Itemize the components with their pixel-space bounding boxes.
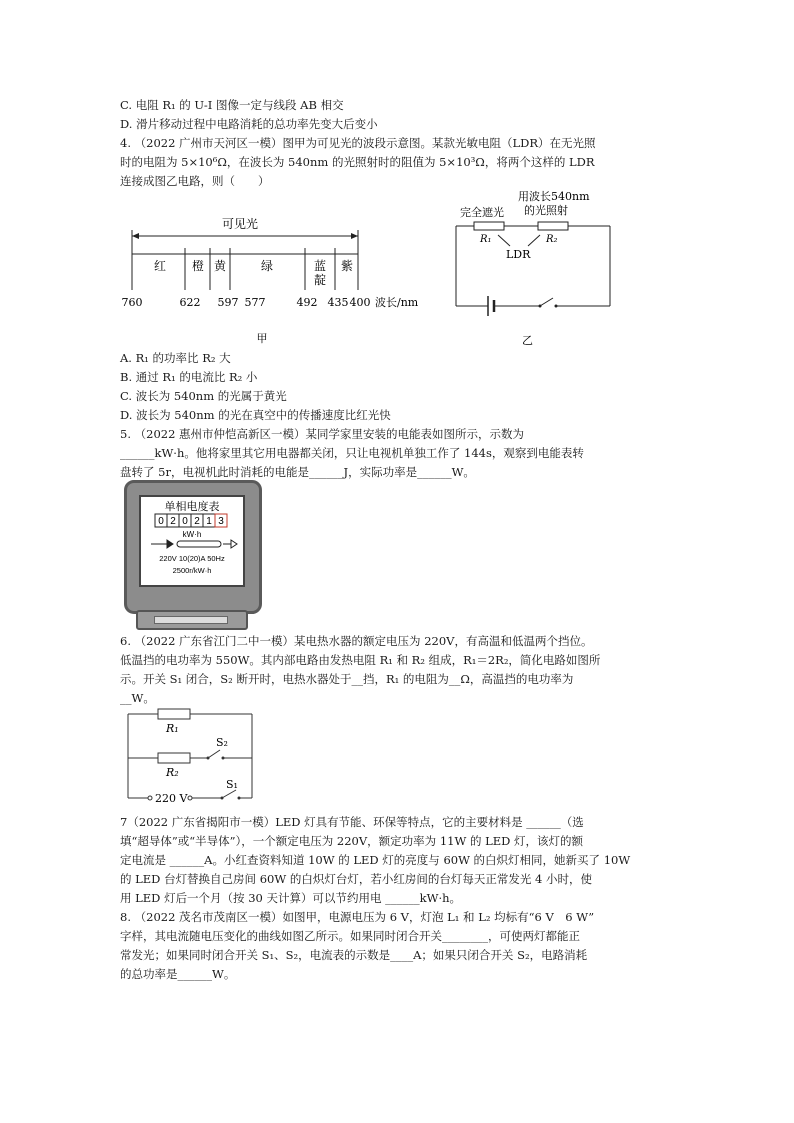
label-dark: 完全遮光 [460, 206, 504, 219]
band-yellow: 黄 [213, 259, 227, 273]
question-7-line-2: 填“超导体”或“半导体”），一个额定电压为 220V，额定功率为 11W 的 LED 灯，该灯的额 [120, 834, 584, 848]
question-6-line-2: 低温挡的电功率为 550W。其内部电路由发热电阻 R₁ 和 R₂ 组成，R₁＝2R₂，简化电路如图所 [120, 653, 601, 667]
tick-577: 577 [244, 296, 266, 309]
meter-base-slot [154, 616, 228, 624]
visible-spectrum-diagram [120, 212, 430, 347]
tick-597: 597 [217, 296, 239, 309]
ldr-circuit-diagram [450, 188, 620, 348]
meter-digit-6: 3 [218, 516, 224, 527]
question-7-line-5: 用 LED 灯后一个月（按 30 天计算）可以节约用电 ______kW·h。 [120, 891, 462, 905]
meter-digit-3: 0 [182, 516, 188, 527]
meter-digit-2: 2 [170, 516, 176, 527]
tick-492: 492 [296, 296, 318, 309]
meter-title: 单相电度表 [164, 501, 220, 513]
meter-spec-2: 2500r/kW·h [172, 566, 212, 575]
tick-435: 435 [327, 296, 349, 309]
question-8-line-3: 常发光；如果同时闭合开关 S₁、S₂，电流表的示数是____A；如果只闭合开关 S₂，电路消耗 [120, 948, 588, 962]
caption-jia: 甲 [256, 332, 268, 345]
band-orange: 橙 [191, 259, 205, 273]
meter-base [136, 610, 248, 630]
meter-digit-4: 2 [194, 516, 200, 527]
resistor-r2-heater [158, 753, 190, 763]
meter-face [141, 497, 243, 585]
band-blue: 蓝 [313, 259, 327, 273]
label-ldr: LDR [506, 248, 531, 261]
option-b-q4: B. 通过 R₁ 的电流比 R₂ 小 [120, 370, 258, 384]
question-5-line-2: ______kW·h。他将家里其它用电器都关闭，只让电视机单独工作了 144s，观察到电能表转 [120, 446, 584, 460]
meter-digit-1: 0 [158, 516, 164, 527]
label-s1: S₁ [226, 778, 238, 791]
resistor-r2 [538, 222, 568, 230]
band-violet: 紫 [340, 259, 354, 273]
question-6-line-4: __W。 [120, 691, 155, 705]
question-6-line-3: 示。开关 S₁ 闭合，S₂ 断开时，电热水器处于__挡，R₁ 的电阻为__Ω，高温挡的电功率为 [120, 672, 574, 686]
meter-spec-1: 220V 10(20)A 50Hz [159, 554, 225, 563]
question-8-line-2: 字样，其电流随电压变化的曲线如图乙所示。如果同时闭合开关________，可使两灯都能正 [120, 929, 580, 943]
band-red: 红 [153, 259, 167, 273]
meter-arrow [151, 540, 237, 548]
question-4-line-1: 4. （2022 广州市天河区一模）图甲为可见光的波段示意图。某款光敏电阻（LDR）在无光照 [120, 136, 596, 150]
label-r2: R₂ [546, 234, 558, 245]
question-4-line-2: 时的电阻为 5×10⁶Ω，在波长为 540nm 的光照射时的阻值为 5×10³Ω，将两个这样的 LDR [120, 155, 595, 169]
question-6-line-1: 6. （2022 广东省江门二中一模）某电热水器的额定电压为 220V，有高温和低温两个挡位。 [120, 634, 593, 648]
resistor-r1 [474, 222, 504, 230]
meter-panel [139, 495, 245, 587]
tick-760: 760 [121, 296, 143, 309]
spectrum-title: 可见光 [221, 217, 259, 231]
option-d-q3: D. 滑片移动过程中电路消耗的总功率先变大后变小 [120, 117, 378, 131]
band-indigo: 靛 [313, 273, 327, 287]
electricity-meter [124, 480, 262, 614]
question-7-line-3: 定电流是 ______A。小红查资料知道 10W 的 LED 灯的亮度与 60W 的白炽灯相同，她新买了 10W [120, 853, 631, 867]
label-light-1: 用波长540nm [518, 190, 590, 203]
meter-digit-5: 1 [206, 516, 212, 527]
option-c-q3: C. 电阻 R₁ 的 U-I 图像一定与线段 AB 相交 [120, 98, 344, 112]
meter-unit: kW·h [182, 530, 202, 539]
question-5-line-1: 5. （2022 惠州市仲恺高新区一模）某同学家里安装的电能表如图所示，示数为 [120, 427, 525, 441]
axis-label-wavelength: 波长/nm [375, 296, 419, 309]
band-green: 绿 [260, 259, 274, 273]
label-r1-heater: R₁ [166, 722, 179, 735]
heater-circuit-diagram [120, 704, 260, 808]
question-5-line-3: 盘转了 5r，电视机此时消耗的电能是______J，实际功率是______W。 [120, 465, 475, 479]
question-8-line-4: 的总功率是______W。 [120, 967, 236, 981]
resistor-r1-heater [158, 709, 190, 719]
tick-400: 400 [349, 296, 371, 309]
question-4-line-3: 连接成图乙电路，则（ ） [120, 174, 270, 188]
label-light-2: 的光照射 [524, 204, 568, 217]
label-r2-heater: R₂ [166, 766, 179, 779]
label-source: 220 V [155, 792, 188, 805]
question-7-line-4: 的 LED 台灯替换自己房间 60W 的白炽灯台灯，若小红房间的台灯每天正常发光 4 小时，使 [120, 872, 592, 886]
option-a-q4: A. R₁ 的功率比 R₂ 大 [120, 351, 231, 365]
label-s2: S₂ [216, 736, 228, 749]
label-r1: R₁ [480, 234, 492, 245]
question-7-line-1: 7（2022 广东省揭阳市一模）LED 灯具有节能、环保等特点，它的主要材料是 ______（选 [120, 815, 584, 829]
tick-622: 622 [179, 296, 201, 309]
caption-yi: 乙 [522, 334, 533, 347]
option-d-q4: D. 波长为 540nm 的光在真空中的传播速度比红光快 [120, 408, 391, 422]
option-c-q4: C. 波长为 540nm 的光属于黄光 [120, 389, 287, 403]
question-8-line-1: 8. （2022 茂名市茂南区一模）如图甲，电源电压为 6 V，灯泡 L₁ 和 L₂ 均标有“6 V 6 W” [120, 910, 595, 924]
